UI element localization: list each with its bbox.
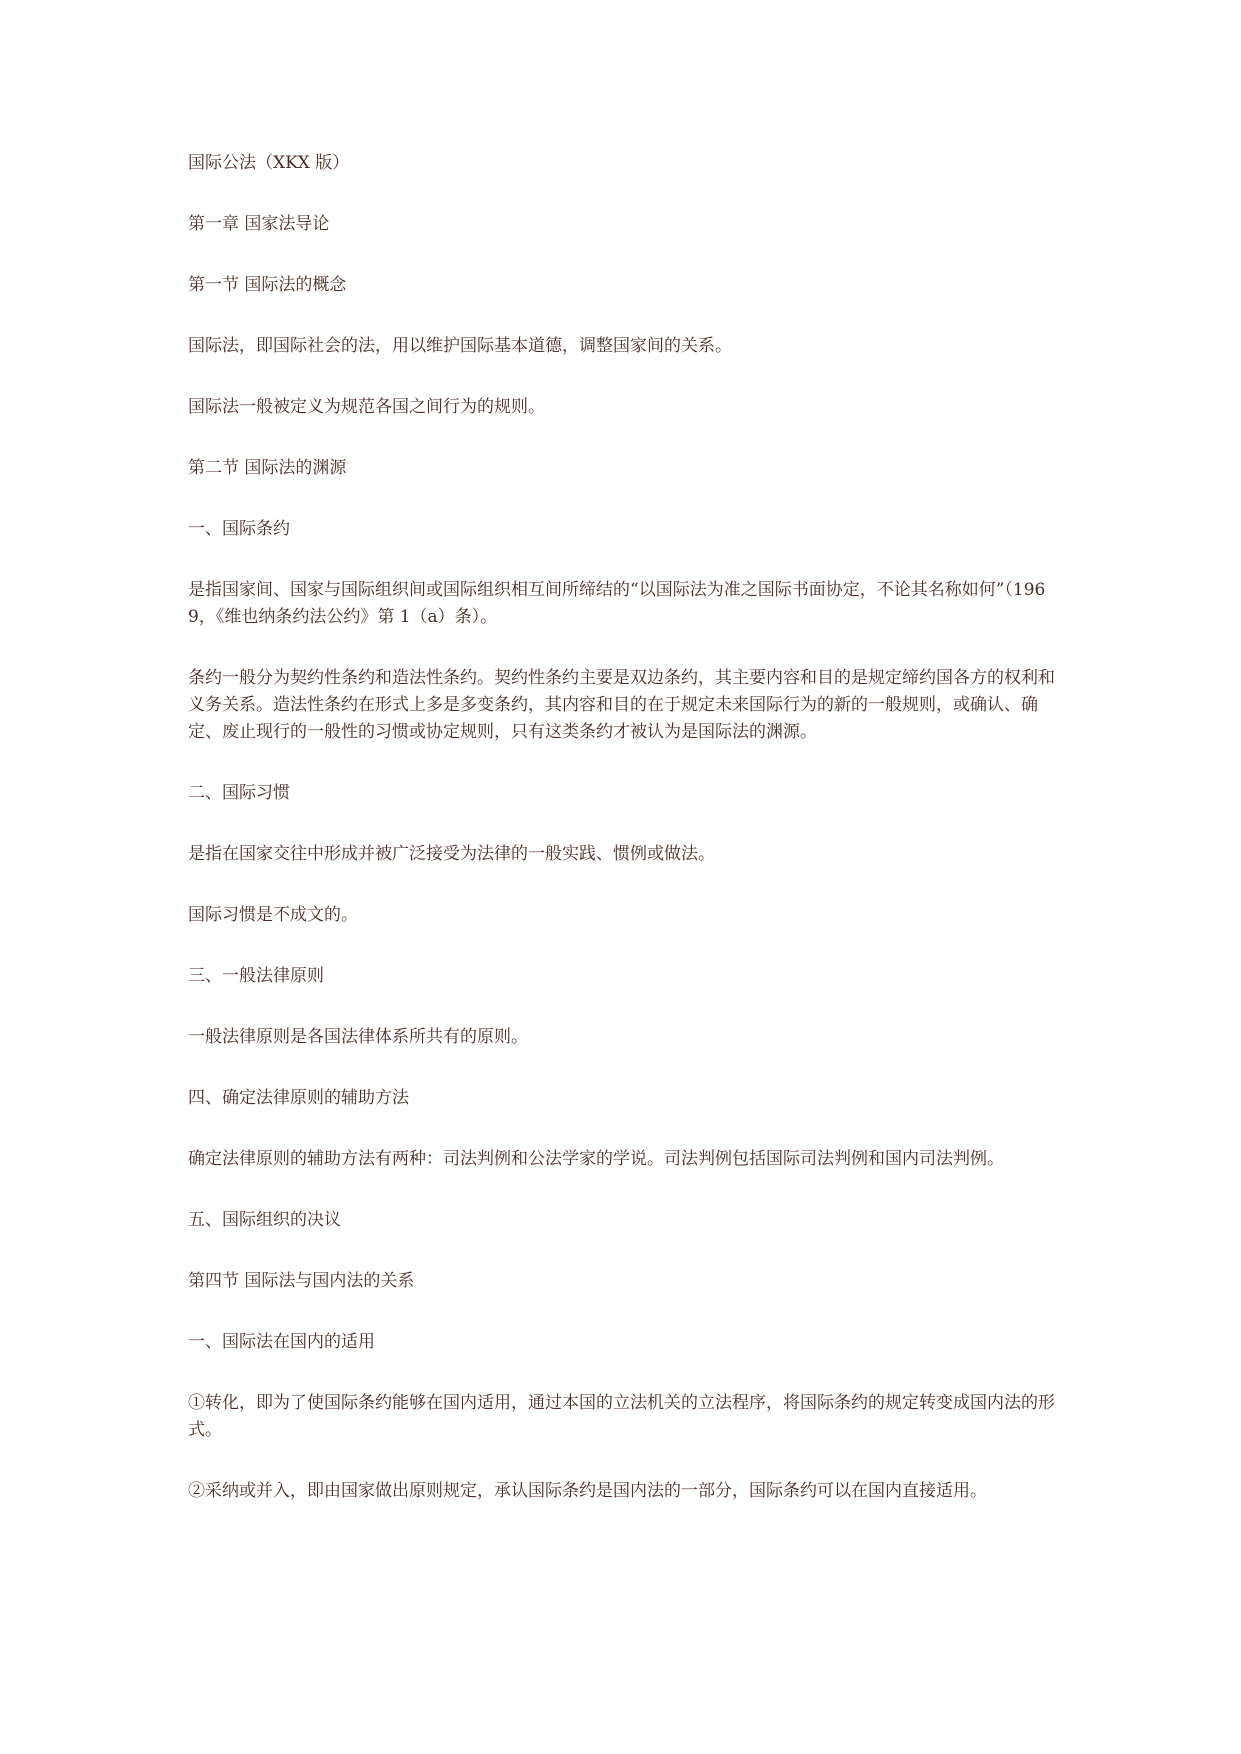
- body-paragraph: 国际法一般被定义为规范各国之间行为的规则。: [188, 397, 545, 417]
- document-page: [188, 150, 1058, 1539]
- body-paragraph: 国际习惯是不成文的。: [188, 905, 358, 925]
- section-heading: 第一节 国际法的概念: [188, 275, 347, 295]
- body-paragraph: ①转化，即为了使国际条约能够在国内适用，通过本国的立法机关的立法程序，将国际条约的规定转变成国内法的形式。: [188, 1393, 1055, 1440]
- body-paragraph: 条约一般分为契约性条约和造法性条约。契约性条约主要是双边条约，其主要内容和目的是规定缔约国各方的权利和义务关系。造法性条约在形式上多是多变条约，其内容和目的在于规定未来国际行为的新的一般规则，或确认、确定、废止现行的一般性的习惯或协定规则，只有这类条约才被认为是国际法的渊源。: [188, 668, 1055, 742]
- section-heading: 第二节 国际法的渊源: [188, 458, 347, 478]
- subsection-heading: 五、国际组织的决议: [188, 1210, 341, 1230]
- subsection-heading: 一、国际条约: [188, 519, 290, 539]
- body-paragraph: 是指国家间、国家与国际组织间或国际组织相互间所缔结的“以国际法为准之国际书面协定，不论其名称如何”（1969，《维也纳条约法公约》第 1（a）条）。: [188, 580, 1046, 627]
- document-title: 国际公法（XKX 版）: [188, 153, 350, 173]
- body-paragraph: 一般法律原则是各国法律体系所共有的原则。: [188, 1027, 528, 1047]
- body-paragraph: 国际法，即国际社会的法，用以维护国际基本道德，调整国家间的关系。: [188, 336, 732, 356]
- body-paragraph: 是指在国家交往中形成并被广泛接受为法律的一般实践、惯例或做法。: [188, 844, 715, 864]
- subsection-heading: 二、国际习惯: [188, 783, 290, 803]
- body-paragraph: ②采纳或并入，即由国家做出原则规定，承认国际条约是国内法的一部分，国际条约可以在国内直接适用。: [188, 1481, 987, 1501]
- subsection-heading: 三、一般法律原则: [188, 966, 324, 986]
- body-paragraph: 确定法律原则的辅助方法有两种：司法判例和公法学家的学说。司法判例包括国际司法判例和国内司法判例。: [188, 1149, 1004, 1169]
- chapter-heading: 第一章 国家法导论: [188, 214, 330, 234]
- section-heading: 第四节 国际法与国内法的关系: [188, 1271, 415, 1291]
- subsection-heading: 一、国际法在国内的适用: [188, 1332, 375, 1352]
- subsection-heading: 四、确定法律原则的辅助方法: [188, 1088, 409, 1108]
